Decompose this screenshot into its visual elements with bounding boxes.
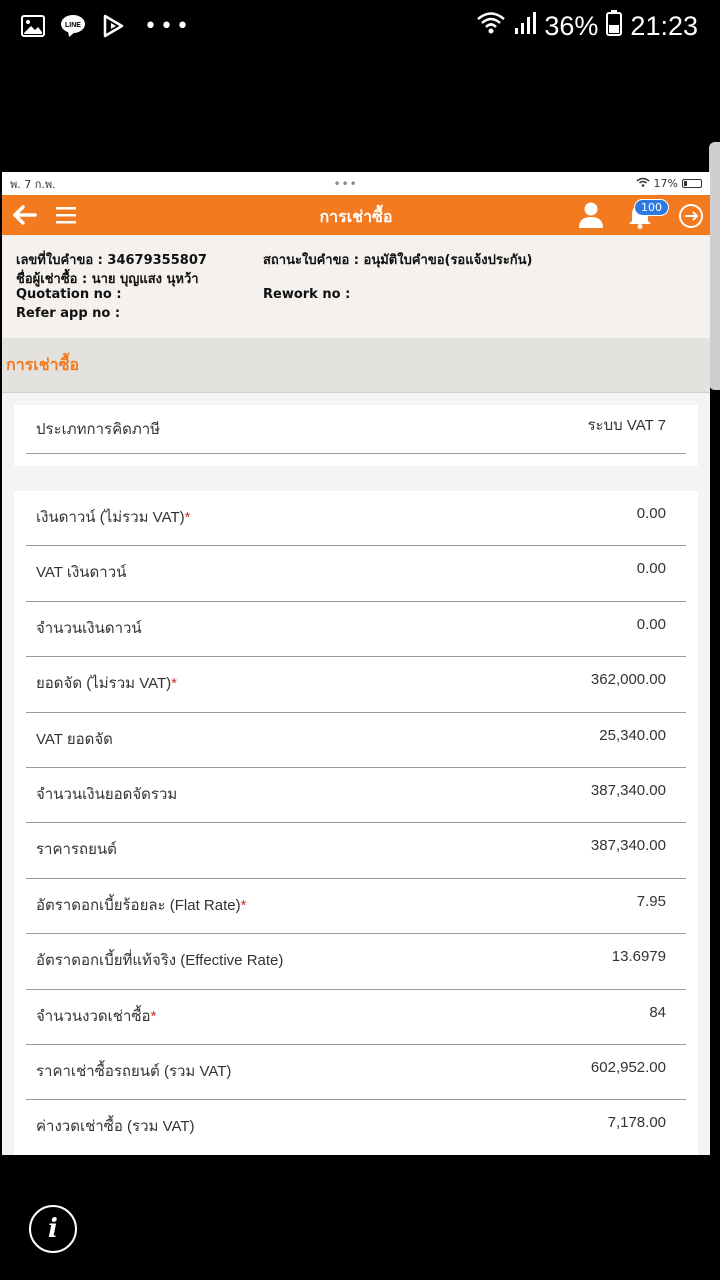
form-content [2, 393, 710, 1155]
tax-card [14, 405, 698, 466]
signal-icon [514, 11, 536, 42]
finance-card [14, 491, 698, 1155]
field-label: ราคาเช่าซื้อรถยนต์ (รวม VAT) [36, 1062, 232, 1080]
customer-name: ชื่อผู้เช่าซื้อ : นาย บุญแสง นุหว้า [16, 272, 199, 287]
tax-type-value: ระบบ VAT 7 [587, 417, 666, 434]
field-label: VAT เงินดาวน์ [36, 564, 127, 582]
field-label: ค่างวดเช่าซื้อ (รวม VAT) [36, 1118, 195, 1136]
field-label: จำนวนเงินยอดจัดรวม [36, 785, 178, 803]
field-value: 25,340.00 [599, 726, 666, 744]
section-title: การเช่าซื้อ [6, 354, 80, 374]
field-label: อัตราดอกเบี้ยที่แท้จริง (Effective Rate) [36, 952, 284, 970]
application-number: เลขที่ใบคำขอ : 34679355807 [16, 253, 207, 268]
application-status: สถานะใบคำขอ : อนุมัติใบคำขอ(รอแจ้งประกัน) [263, 253, 533, 268]
quotation-number: Quotation no : [16, 287, 122, 302]
scrollbar[interactable] [709, 142, 720, 390]
notification-badge: 100 [634, 199, 669, 216]
field-value: 362,000.00 [590, 671, 666, 689]
field-label: VAT ยอดจัด [36, 730, 113, 748]
application-info [2, 235, 710, 338]
field-row[interactable] [26, 823, 686, 878]
section-header [2, 338, 710, 393]
gallery-icon [20, 13, 46, 39]
user-icon[interactable] [578, 201, 604, 229]
play-store-icon [100, 13, 126, 39]
battery-percent: 36% [544, 10, 599, 41]
field-label: ยอดจัด (ไม่รวม VAT) [36, 675, 172, 693]
field-label: ราคารถยนต์ [36, 841, 117, 859]
field-row[interactable] [26, 491, 686, 546]
field-row[interactable] [26, 657, 686, 712]
phone-status-bar [0, 0, 720, 52]
required-mark: * [184, 509, 191, 526]
required-mark: * [240, 896, 247, 914]
battery-icon [606, 10, 622, 43]
field-value: 387,340.00 [590, 781, 666, 799]
field-row[interactable] [26, 1045, 686, 1100]
field-value: 84 [649, 1003, 666, 1021]
rework-number: Rework no : [263, 287, 351, 302]
more-notifications: ••• [144, 13, 192, 39]
inner-battery-icon [682, 179, 702, 188]
wifi-icon [476, 11, 506, 42]
app-frame [2, 172, 710, 1155]
field-row[interactable] [26, 879, 686, 934]
required-mark: * [150, 1007, 157, 1025]
field-value: 602,952.00 [590, 1058, 666, 1076]
page-title: การเช่าซื้อ [319, 207, 393, 226]
inner-dots: ••• [333, 176, 358, 191]
required-mark: * [171, 675, 177, 693]
inner-date: พ. 7 ก.พ. [10, 177, 56, 191]
field-row[interactable] [26, 546, 686, 601]
refer-app-number: Refer app no : [16, 306, 121, 321]
field-row[interactable] [26, 713, 686, 768]
field-value: 387,340.00 [590, 837, 666, 855]
field-value: 7,178.00 [607, 1114, 666, 1132]
field-row[interactable] [26, 1100, 686, 1155]
inner-wifi-icon [636, 177, 650, 190]
svg-text:LINE: LINE [65, 22, 81, 29]
field-label: อัตราดอกเบี้ยร้อยละ (Flat Rate) [36, 896, 241, 914]
field-row[interactable] [26, 934, 686, 989]
field-value: 7.95 [636, 892, 666, 910]
field-value: 0.00 [636, 560, 666, 578]
field-value: 0.00 [636, 505, 666, 522]
field-label: เงินดาวน์ (ไม่รวม VAT) [36, 509, 185, 526]
field-value: 0.00 [636, 615, 666, 633]
field-value: 13.6979 [611, 948, 666, 966]
tax-type-label: ประเภทการคิดภาษี [36, 421, 161, 438]
field-row[interactable] [26, 990, 686, 1045]
bottom-bar [0, 1155, 720, 1280]
tax-type-field[interactable] [26, 405, 686, 454]
line-app-icon [60, 13, 86, 39]
field-row[interactable] [26, 768, 686, 823]
field-label: จำนวนเงินดาวน์ [36, 619, 142, 637]
inner-status-bar [2, 172, 710, 195]
field-label: จำนวนงวดเช่าซื้อ [36, 1007, 151, 1025]
clock: 21:23 [630, 10, 698, 41]
field-row[interactable] [26, 602, 686, 657]
logout-icon[interactable] [678, 203, 704, 229]
info-icon[interactable]: i [29, 1205, 77, 1253]
inner-battery-percent: 17% [653, 177, 678, 190]
app-header [2, 195, 710, 235]
